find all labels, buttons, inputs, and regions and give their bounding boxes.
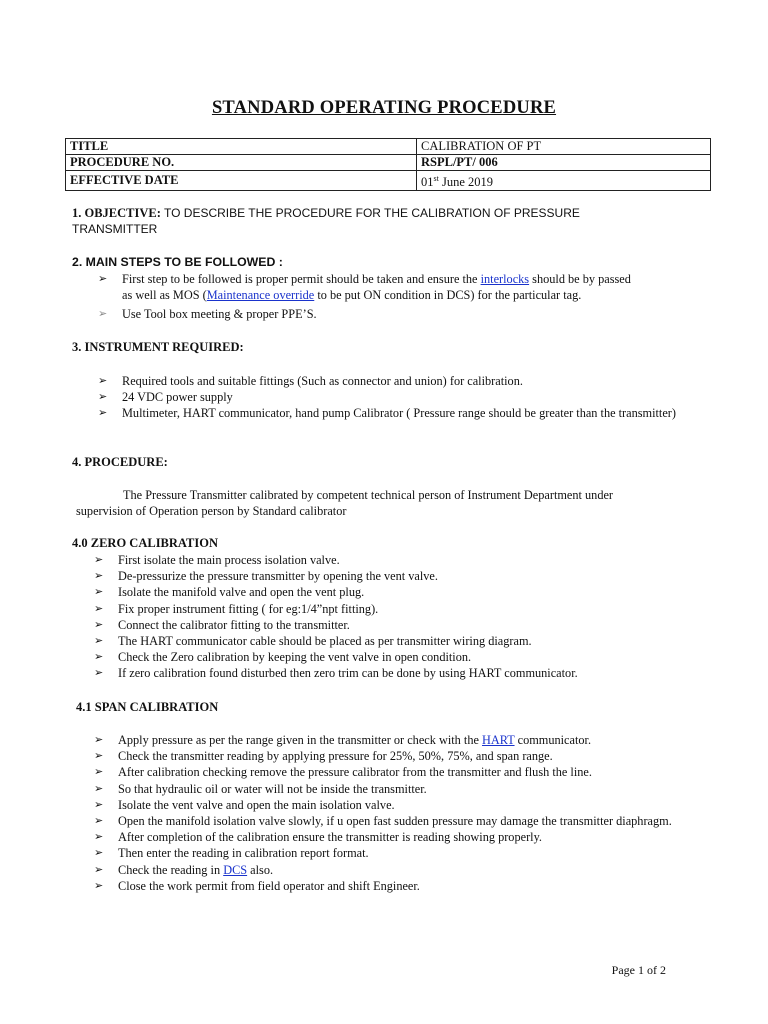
info-key: PROCEDURE NO. bbox=[66, 155, 417, 171]
arrow-bullet-icon: ➢ bbox=[94, 586, 104, 599]
instrument-list bbox=[98, 373, 698, 422]
info-value bbox=[417, 155, 711, 171]
list-item bbox=[98, 405, 698, 421]
table-row bbox=[66, 155, 711, 171]
list-item bbox=[94, 829, 710, 845]
list-item-text: as well as MOS ( bbox=[122, 288, 207, 303]
arrow-bullet-icon: ➢ bbox=[94, 863, 104, 876]
list-item-text: Check the reading in bbox=[118, 862, 224, 877]
span-calibration-heading: 4.1 SPAN CALIBRATION bbox=[76, 700, 219, 714]
arrow-bullet-icon: ➢ bbox=[94, 782, 104, 795]
arrow-bullet-icon: ➢ bbox=[94, 570, 104, 583]
procedure-paragraph-continued: supervision of Operation person by Standard calibrator bbox=[76, 504, 347, 518]
list-item bbox=[98, 373, 698, 389]
list-item-text: First isolate the main process isolation valve. bbox=[118, 553, 340, 567]
list-item bbox=[94, 748, 710, 764]
list-item bbox=[94, 862, 710, 878]
arrow-bullet-icon: ➢ bbox=[98, 308, 108, 321]
arrow-bullet-icon: ➢ bbox=[94, 734, 104, 746]
list-item bbox=[94, 584, 704, 600]
arrow-bullet-icon: ➢ bbox=[94, 847, 104, 860]
list-item-text: If zero calibration found disturbed then zero trim can be done by using HART communicator. bbox=[118, 666, 578, 681]
arrow-bullet-icon: ➢ bbox=[94, 554, 104, 566]
document-title: STANDARD OPERATING PROCEDURE bbox=[211, 98, 557, 118]
list-item-text: Apply pressure as per the range given in the transmitter or check with the bbox=[118, 733, 483, 747]
list-item-text: Required tools and suitable fittings (Such as connector and union) for calibration. bbox=[122, 374, 523, 388]
list-item bbox=[94, 649, 704, 665]
dcs-link[interactable]: DCS bbox=[223, 862, 248, 877]
hart-link[interactable]: HART bbox=[482, 733, 515, 747]
objective-text: TO DESCRIBE THE PROCEDURE FOR THE CALIBRATION OF PRESSURE bbox=[160, 206, 580, 220]
info-key: TITLE bbox=[66, 139, 417, 155]
list-item bbox=[98, 271, 708, 303]
list-item bbox=[94, 568, 704, 584]
list-item-text: After calibration checking remove the pressure calibrator from the transmitter and flush the line. bbox=[118, 765, 592, 780]
main-steps-list bbox=[98, 271, 708, 323]
list-item-text: 24 VDC power supply bbox=[122, 390, 233, 405]
arrow-bullet-icon: ➢ bbox=[98, 391, 108, 404]
list-item-text: Then enter the reading in calibration report format. bbox=[118, 846, 369, 861]
arrow-bullet-icon: ➢ bbox=[94, 667, 104, 680]
info-key: EFFECTIVE DATE bbox=[66, 171, 417, 191]
date-day: 01 bbox=[421, 175, 434, 190]
list-item-text: Multimeter, HART communicator, hand pump Calibrator ( Pressure range should be greater than the transmitter) bbox=[122, 406, 676, 421]
procedure-paragraph: The Pressure Transmitter calibrated by competent technical person of Instrument Department under bbox=[123, 488, 614, 502]
main-steps-heading: 2. MAIN STEPS TO BE FOLLOWED : bbox=[72, 255, 283, 269]
arrow-bullet-icon: ➢ bbox=[94, 635, 104, 648]
interlocks-link[interactable]: interlocks bbox=[480, 272, 530, 286]
zero-calibration-heading: 4.0 ZERO CALIBRATION bbox=[72, 536, 218, 550]
page-number: Page 1 of 2 bbox=[611, 963, 666, 977]
list-item bbox=[94, 552, 704, 568]
date-rest: June 2019 bbox=[438, 175, 494, 190]
list-item bbox=[94, 633, 704, 649]
list-item bbox=[98, 306, 708, 322]
arrow-bullet-icon: ➢ bbox=[94, 602, 104, 615]
arrow-bullet-icon: ➢ bbox=[94, 651, 104, 664]
instrument-heading: 3. INSTRUMENT REQUIRED: bbox=[72, 340, 244, 354]
list-item-text: communicator. bbox=[514, 733, 592, 747]
table-row bbox=[66, 171, 711, 191]
table-row bbox=[66, 139, 711, 155]
objective-label: 1. OBJECTIVE: bbox=[72, 206, 161, 220]
info-value: CALIBRATION OF PT bbox=[417, 139, 711, 155]
list-item bbox=[94, 764, 710, 780]
list-item-text: After completion of the calibration ensure the transmitter is reading showing properly. bbox=[118, 830, 543, 845]
list-item-text: First step to be followed is proper permit should be taken and ensure the bbox=[122, 272, 481, 286]
list-item-text: Close the work permit from field operator and shift Engineer. bbox=[118, 878, 420, 893]
list-item-text: Isolate the manifold valve and open the vent plug. bbox=[118, 585, 365, 600]
arrow-bullet-icon: ➢ bbox=[94, 766, 104, 779]
maintenance-override-link[interactable]: Maintenance override bbox=[206, 288, 315, 303]
list-item-text: Connect the calibrator fitting to the transmitter. bbox=[118, 617, 350, 632]
objective-section bbox=[72, 206, 580, 221]
arrow-bullet-icon: ➢ bbox=[98, 407, 108, 420]
list-item-text: De-pressurize the pressure transmitter by opening the vent valve. bbox=[118, 569, 438, 584]
arrow-bullet-icon: ➢ bbox=[94, 798, 104, 811]
span-calibration-list bbox=[94, 732, 710, 894]
info-value bbox=[417, 171, 711, 191]
list-item bbox=[94, 732, 710, 748]
list-item-text: Check the Zero calibration by keeping the vent valve in open condition. bbox=[118, 650, 472, 665]
list-item bbox=[94, 665, 704, 681]
list-item bbox=[94, 878, 710, 894]
arrow-bullet-icon: ➢ bbox=[94, 750, 104, 763]
list-item-text: So that hydraulic oil or water will not be inside the transmitter. bbox=[118, 781, 427, 796]
objective-text-continued: TRANSMITTER bbox=[72, 222, 158, 236]
info-table bbox=[65, 138, 711, 191]
list-item bbox=[94, 797, 710, 813]
list-item-text: to be put ON condition in DCS) for the particular tag. bbox=[314, 288, 582, 303]
arrow-bullet-icon: ➢ bbox=[94, 879, 104, 892]
list-item bbox=[98, 389, 698, 405]
list-item-text: also. bbox=[247, 862, 274, 877]
zero-calibration-list bbox=[94, 552, 704, 682]
arrow-bullet-icon: ➢ bbox=[94, 815, 104, 828]
arrow-bullet-icon: ➢ bbox=[98, 375, 108, 387]
list-item-text: Check the transmitter reading by applying pressure for 25%, 50%, 75%, and span range. bbox=[118, 749, 553, 764]
list-item-text: Open the manifold isolation valve slowly, if u open fast sudden pressure may damage the transmitter diaphragm. bbox=[118, 814, 672, 829]
list-item-text: should be by passed bbox=[529, 272, 631, 286]
list-item bbox=[94, 813, 710, 829]
list-item bbox=[94, 781, 710, 797]
list-item-text: The HART communicator cable should be placed as per transmitter wiring diagram. bbox=[118, 634, 532, 649]
arrow-bullet-icon: ➢ bbox=[98, 273, 108, 285]
list-item bbox=[94, 617, 704, 633]
list-item bbox=[94, 601, 704, 617]
date-suffix: st bbox=[433, 174, 439, 183]
procedure-heading: 4. PROCEDURE: bbox=[72, 455, 168, 469]
list-item-text: Isolate the vent valve and open the main isolation valve. bbox=[118, 797, 395, 812]
procedure-number: RSPL/PT/ 006 bbox=[421, 155, 498, 169]
arrow-bullet-icon: ➢ bbox=[94, 618, 104, 631]
list-item-text: Use Tool box meeting & proper PPE’S. bbox=[122, 307, 317, 322]
list-item bbox=[94, 845, 710, 861]
arrow-bullet-icon: ➢ bbox=[94, 831, 104, 844]
list-item-text: Fix proper instrument fitting ( for eg:1/4”npt fitting). bbox=[118, 601, 379, 616]
